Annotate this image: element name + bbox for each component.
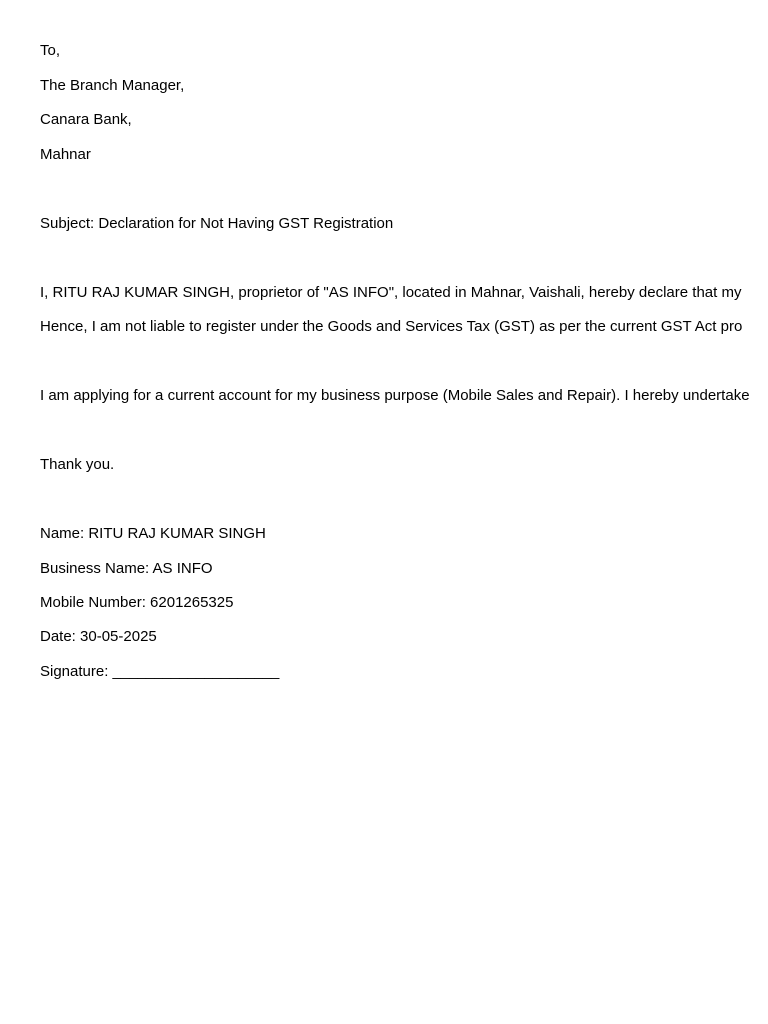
branch-location: Mahnar xyxy=(40,146,91,163)
body-paragraph-2: I am applying for a current account for my business purpose (Mobile Sales and Repair). I hereby undertake xyxy=(40,387,750,404)
business-name: Business Name: AS INFO xyxy=(40,560,213,577)
recipient-title: The Branch Manager, xyxy=(40,77,185,94)
salutation-to: To, xyxy=(40,42,61,59)
mobile-number: Mobile Number: 6201265325 xyxy=(40,594,234,611)
signer-name: Name: RITU RAJ KUMAR SINGH xyxy=(40,525,266,542)
subject-line: Subject: Declaration for Not Having GST Registration xyxy=(40,215,394,232)
body-paragraph-1-line-2: Hence, I am not liable to register under the Goods and Services Tax (GST) as per the current GST Act pro xyxy=(40,318,743,335)
date-line: Date: 30-05-2025 xyxy=(40,628,157,645)
bank-name: Canara Bank, xyxy=(40,111,132,128)
signature-line: Signature: ____________________ xyxy=(40,663,280,680)
closing-line: Thank you. xyxy=(40,456,115,473)
body-paragraph-1-line-1: I, RITU RAJ KUMAR SINGH, proprietor of "AS INFO", located in Mahnar, Vaishali, hereby declare that my xyxy=(40,284,742,301)
